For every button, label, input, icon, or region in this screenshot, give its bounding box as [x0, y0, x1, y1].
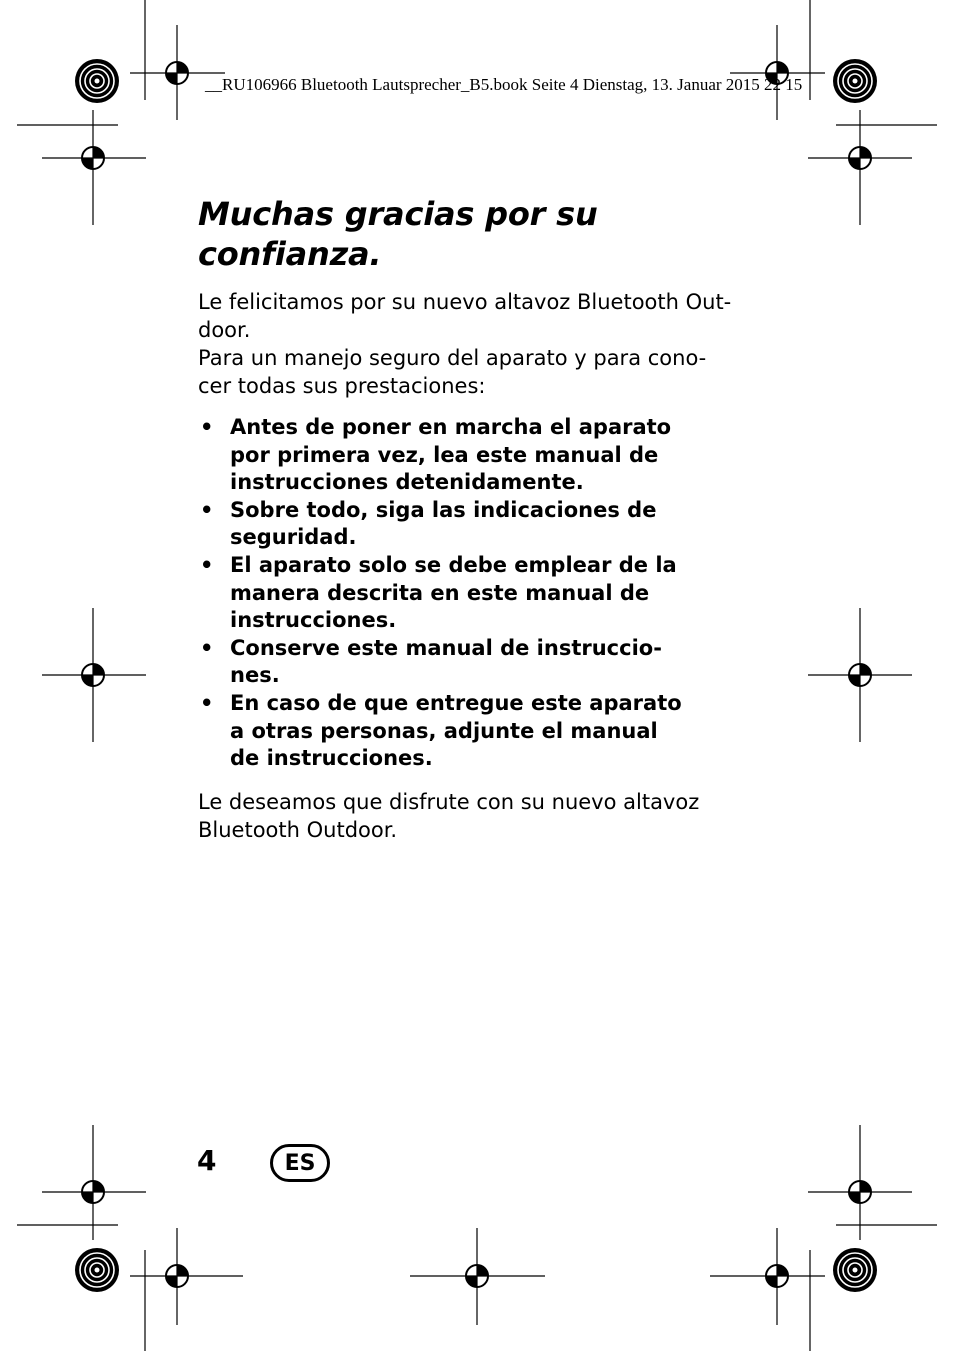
list-item-line: En caso de que entregue este aparato [230, 690, 682, 715]
title-line: Muchas gracias por su [198, 195, 598, 233]
closing-paragraph [198, 788, 743, 844]
closing-line: Bluetooth Outdoor. [198, 818, 398, 842]
bullet-icon: • [200, 635, 214, 660]
bullet-icon: • [200, 552, 214, 577]
list-item [198, 497, 743, 552]
list-item-line: manera descrita en este manual de [230, 580, 650, 605]
intro-line: Para un manejo seguro del aparato y para cono- [198, 346, 707, 370]
list-item-line: a otras personas, adjunte el manual [230, 718, 658, 743]
list-item-line: instrucciones. [230, 608, 397, 633]
list-item-line: El aparato solo se debe emplear de la [230, 552, 677, 577]
print-header-slug: __RU106966 Bluetooth Lautsprecher_B5.book Seite 4 Dienstag, 13. Januar 2015 22 15 [205, 75, 803, 94]
intro-line: door. [198, 318, 251, 342]
list-item [198, 635, 743, 690]
closing-line: Le deseamos que disfrute con su nuevo altavoz [198, 790, 700, 814]
list-item [198, 552, 743, 635]
bullet-icon: • [200, 497, 214, 522]
page-number: 4 [197, 1144, 217, 1177]
list-item-line: seguridad. [230, 525, 357, 550]
list-item [198, 414, 743, 497]
bullet-icon: • [200, 690, 214, 715]
bullet-icon: • [200, 415, 214, 439]
intro-line: Le felicitamos por su nuevo altavoz Bluetooth Out- [198, 290, 732, 314]
language-badge: ES [270, 1144, 330, 1182]
list-item [198, 690, 743, 773]
list-item-line: nes. [230, 663, 280, 688]
list-item-line: por primera vez, lea este manual de [230, 442, 659, 467]
intro-paragraph [198, 288, 743, 400]
title-line: confianza. [198, 235, 382, 273]
page-title [198, 194, 758, 274]
intro-line: cer todas sus prestaciones: [198, 374, 486, 398]
list-item-line: Conserve este manual de instruccio- [230, 635, 662, 660]
list-item-line: Sobre todo, siga las indicaciones de [230, 497, 657, 522]
list-item-line: Antes de poner en marcha el aparato [230, 415, 672, 439]
list-item-line: instrucciones detenidamente. [230, 470, 584, 495]
instructions-list [198, 414, 743, 773]
list-item-line: de instrucciones. [230, 746, 433, 771]
